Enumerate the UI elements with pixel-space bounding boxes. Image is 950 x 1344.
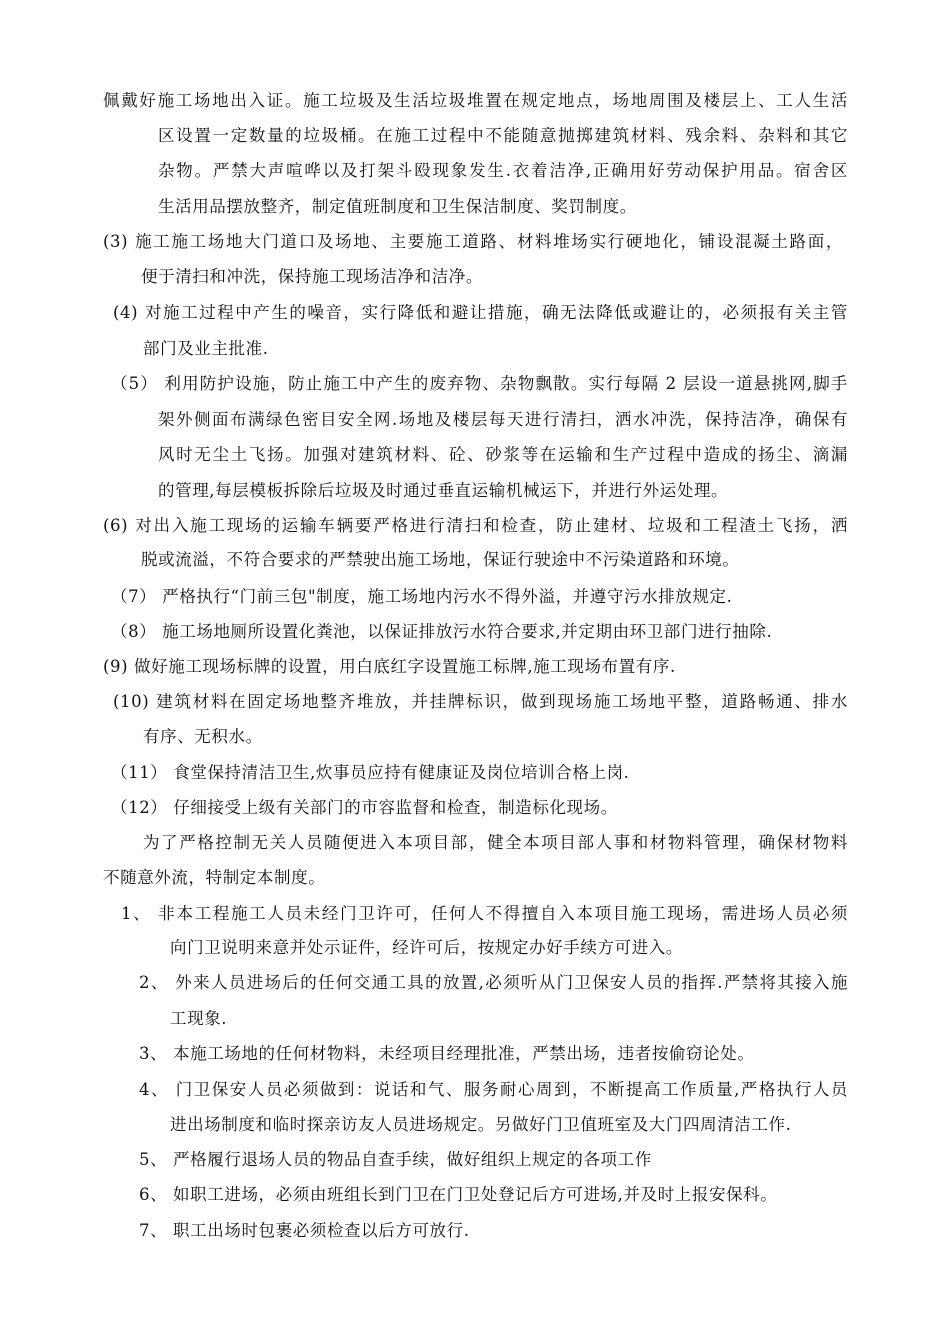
list-item: 2、 外来人员进场后的任何交通工具的放置,必须听从门卫保安人员的指挥.严禁将其接入施 <box>139 973 848 992</box>
list-item: 3、 本施工场地的任何材物料，未经项目经理批准，严禁出场，违者按偷窃论处。 <box>139 1044 755 1063</box>
list-item: 7、 职工出场时包裹必须检查以后方可放行. <box>139 1221 470 1240</box>
text-line: 工现象. <box>170 1009 228 1028</box>
text-line: 生活用品摆放整齐，制定值班制度和卫生保洁制度、奖罚制度。 <box>158 197 637 216</box>
text-line: 风时无尘土飞扬。加强对建筑材料、砼、砂浆等在运输和生产过程中造成的扬尘、滴漏 <box>158 445 848 464</box>
list-item: （11） 食堂保持清洁卫生,炊事员应持有健康证及岗位培训合格上岗. <box>111 763 630 782</box>
text-line: 进出场制度和临时探亲访友人员进场规定。另做好门卫值班室及大门四周清洁工作. <box>170 1115 792 1134</box>
list-item: (4) 对施工过程中产生的噪音，实行降低和避让措施，确无法降低或避让的，必须报有关主管 <box>113 303 848 322</box>
text-line: 架外侧面布满绿色密目安全网.场地及楼层每天进行清扫，洒水冲洗，保持洁净，确保有 <box>158 410 848 429</box>
text-line: 区设置一定数量的垃圾桶。在施工过程中不能随意抛掷建筑材料、残余料、杂料和其它 <box>158 126 848 145</box>
text-line: 有序、无积水。 <box>143 727 263 746</box>
text-line: 杂物。严禁大声喧哗以及打架斗殴现象发生.衣着洁净,正确用好劳动保护用品。宿舍区 <box>158 161 848 180</box>
list-item: 5、 严格履行退场人员的物品自查手续，做好组织上规定的各项工作 <box>139 1150 652 1169</box>
text-line: 向门卫说明来意并处示证件，经许可后，按规定办好手续方可进入。 <box>170 938 683 957</box>
text-line: 的管理,每层模板拆除后垃圾及时通过垂直运输机械运下，并进行外运处理。 <box>158 481 729 500</box>
list-item: （12） 仔细接受上级有关部门的市容监督和检查，制造标化现场。 <box>111 798 618 817</box>
text-line: 佩戴好施工场地出入证。施工垃圾及生活垃圾堆置在规定地点，场地周围及楼层上、工人生活 <box>103 91 848 110</box>
text-line: 便于清扫和冲洗，保持施工现场洁净和洁净。 <box>141 267 483 286</box>
list-item: （7） 严格执行“门前三包"制度，施工场地内污水不得外溢，并遵守污水排放规定. <box>111 587 733 606</box>
list-item: 6、 如职工进场，必须由班组长到门卫在门卫处登记后方可进场,并及时上报安保科。 <box>139 1185 778 1204</box>
list-item: (9) 做好施工现场标牌的设置，用白底红字设置施工标牌,施工现场布置有序. <box>103 657 676 676</box>
list-item: 4、 门卫保安人员必须做到：说话和气、服务耐心周到，不断提高工作质量,严格执行人员 <box>139 1080 848 1099</box>
text-line: 脱或流溢，不符合要求的严禁驶出施工场地，保证行驶途中不污染道路和环境。 <box>141 550 740 569</box>
list-item: (3) 施工施工场地大门道口及场地、主要施工道路、材料堆场实行硬地化，铺设混凝土路面， <box>103 232 843 251</box>
paragraph-line: 为了严格控制无关人员随便进入本项目部，健全本项目部人事和材物料管理，确保材物料 <box>143 833 848 852</box>
list-item: （5） 利用防护设施，防止施工中产生的废弃物、杂物飘散。实行每隔 2 层设一道悬挑网,脚手 <box>111 374 848 393</box>
list-item: (6) 对出入施工现场的运输车辆要严格进行清扫和检查，防止建材、垃圾和工程渣土飞扬，洒 <box>103 516 848 535</box>
text-line: 不随意外流，特制定本制度。 <box>103 868 326 887</box>
list-item: (10) 建筑材料在固定场地整齐堆放，并挂牌标识，做到现场施工场地平整，道路畅通、排水 <box>113 692 848 711</box>
list-item: 1、 非本工程施工人员未经门卫许可，任何人不得擅自入本项目施工现场，需进场人员必须 <box>121 904 848 923</box>
text-line: 部门及业主批准. <box>143 339 269 358</box>
list-item: （8） 施工场地厕所设置化粪池，以保证排放污水符合要求,并定期由环卫部门进行抽除. <box>111 622 773 641</box>
